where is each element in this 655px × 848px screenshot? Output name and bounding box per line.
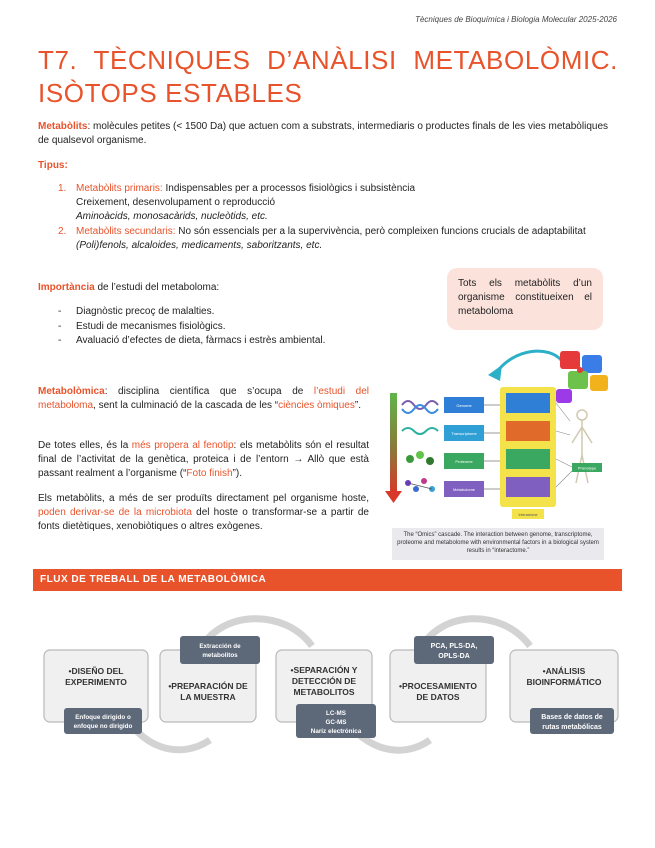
cascade-arrow-head xyxy=(385,491,402,503)
step-tag xyxy=(180,636,260,664)
curved-arrow xyxy=(496,351,562,373)
title-line-1: T7. TÈCNIQUES D’ANÀLISI METABOLÒMIC. xyxy=(38,45,618,75)
importance-heading xyxy=(38,281,219,295)
importance-text: de l’estudi del metaboloma: xyxy=(94,282,220,293)
step-tag xyxy=(64,708,142,734)
running-header: Tècniques de Bioquímica i Biologia Molecular 2025-2026 xyxy=(415,15,617,24)
level-label: Transcriptome xyxy=(451,431,477,436)
metabolomics-highlight: ciències òmiques xyxy=(278,400,355,411)
type-text: Indispensables per a processos fisiològics i subsistència xyxy=(162,183,416,194)
phenotype-label: Phenotype xyxy=(577,466,597,471)
step-title: •SEPARACIÓN Y xyxy=(290,665,358,675)
type-examples: (Poli)fenols, alcaloides, medicaments, saboritzants, etc. xyxy=(76,240,323,251)
step-title: DETECCIÓN DE xyxy=(291,676,357,686)
interactome-label: Interactome xyxy=(518,513,538,517)
phenotype-text: De totes elles, és la xyxy=(38,440,132,451)
type-item-secondary xyxy=(38,225,618,253)
types-list xyxy=(38,182,618,253)
type-item-primary xyxy=(38,182,618,224)
human-figure-icon xyxy=(572,410,592,483)
type-label: Metabòlits secundaris: xyxy=(76,226,176,237)
origin-paragraph xyxy=(38,492,369,534)
metabolomics-definition xyxy=(38,385,369,413)
step-tag-label: PCA, PLS-DA, xyxy=(430,643,478,650)
type-label: Metabòlits primaris: xyxy=(76,183,163,194)
step-tag-label: enfoque no dirigido xyxy=(73,723,133,730)
step-title: •ANÁLISIS xyxy=(542,666,586,676)
importance-term: Importància xyxy=(38,282,95,293)
metabolome-callout: Tots els metabòlits d’un organisme constitueixen el metaboloma xyxy=(447,268,603,330)
step-title: •PREPARACIÓN DE xyxy=(168,681,248,691)
step-tag-label: Bases de datos de xyxy=(541,714,603,721)
importance-item: - Diagnòstic precoç de malalties. xyxy=(38,305,418,320)
phenotype-highlight: més propera al fenotip xyxy=(131,440,234,451)
type-examples: Aminoàcids, monosacàrids, nucleòtids, etc. xyxy=(76,211,268,222)
step-tag-label: Enfoque dirigido o xyxy=(75,714,131,721)
definition-text: : molècules petites (< 1500 Da) que actuen com a substrats, intermediaris o productes finals de les vies metabòliques de qualsevol organisme. xyxy=(38,121,608,146)
workflow-diagram xyxy=(30,600,630,770)
types-heading: Tipus: xyxy=(38,160,68,171)
importance-item: - Avaluació d’efectes de dieta, fàrmacs i estrès ambiental. xyxy=(38,334,418,349)
step-title: METABOLITOS xyxy=(293,687,355,697)
definition-term: Metabòlits xyxy=(38,121,88,132)
metabolomics-text: , sent la culminació de la cascada de les “ xyxy=(93,400,279,411)
step-tag-label: metabolitos xyxy=(202,652,238,659)
step-tag-label: Extracción de xyxy=(199,643,241,650)
step-title: LA MUESTRA xyxy=(180,692,236,702)
step-title: DE DATOS xyxy=(416,692,460,702)
page-title xyxy=(38,44,618,110)
phenotype-text: ”). xyxy=(232,468,242,479)
importance-item: - Estudi de mecanismes fisiològics. xyxy=(38,320,418,335)
step-title: •PROCESAMIENTO xyxy=(399,681,477,691)
phenotype-text: : els metabòlits són el resultat final de l’activitat de la genètica, proteica i de l’entorn → Allò que està passant realment a l’organisme (“ xyxy=(38,440,369,479)
origin-text: Els metabòlits, a més de ser produïts directament pel organisme hoste, xyxy=(38,493,369,504)
metabolite-definition xyxy=(38,120,618,148)
step-tag-label: OPLS-DA xyxy=(438,653,470,660)
workflow-banner: FLUX DE TREBALL DE LA METABOLÒMICA xyxy=(33,569,622,591)
type-number: 1. xyxy=(58,183,67,194)
molecule-icons xyxy=(402,401,438,492)
cascade-arrow xyxy=(390,393,397,493)
importance-list xyxy=(38,305,418,349)
title-line-2: ISÒTOPS ESTABLES xyxy=(38,78,303,108)
level-label: Metabolome xyxy=(452,487,476,492)
omics-figure-caption: The “Omics” cascade. The interaction between genome, transcriptome, proteome and metabolome with environmental factors in a biological system results in “interactome.” xyxy=(392,528,604,560)
step-tag-label: rutas metabólicas xyxy=(542,724,602,731)
metabolomics-term: Metabolòmica xyxy=(38,386,105,397)
level-label: Genome xyxy=(456,403,472,408)
metabolomics-text: ”. xyxy=(354,400,361,411)
omics-level-boxes xyxy=(444,397,502,497)
step-tag-label: Nariz electrónica xyxy=(310,728,362,735)
origin-text: del hoste o transformar-se a partir de fonts dietètiques, xenobiòtiques o altres exògenes. xyxy=(38,507,369,532)
type-text: No són essencials per a la supervivència, però compleixen funcions crucials de adaptabilitat xyxy=(175,226,586,237)
step-title: BIOINFORMÁTICO xyxy=(526,677,602,687)
type-detail: Creixement, desenvolupament o reproducció xyxy=(76,197,275,208)
step-title: •DISEÑO DEL xyxy=(68,666,124,676)
metabolomics-text: : disciplina científica que s’ocupa de xyxy=(104,386,314,397)
phenotype-highlight: Foto finish xyxy=(186,468,233,479)
puzzle-icon xyxy=(556,351,608,403)
level-label: Proteome xyxy=(455,459,473,464)
step-tag-label: GC-MS xyxy=(325,719,347,726)
metabolomics-highlight: l’estudi del metaboloma xyxy=(38,386,369,411)
origin-highlight: poden derivar-se de la microbiota xyxy=(38,507,192,518)
type-number: 2. xyxy=(58,226,67,237)
step-title: EXPERIMENTO xyxy=(65,677,127,687)
curved-arrow-head xyxy=(488,365,502,381)
phenotype-paragraph xyxy=(38,439,369,481)
step-tag-label: LC-MS xyxy=(326,710,346,717)
